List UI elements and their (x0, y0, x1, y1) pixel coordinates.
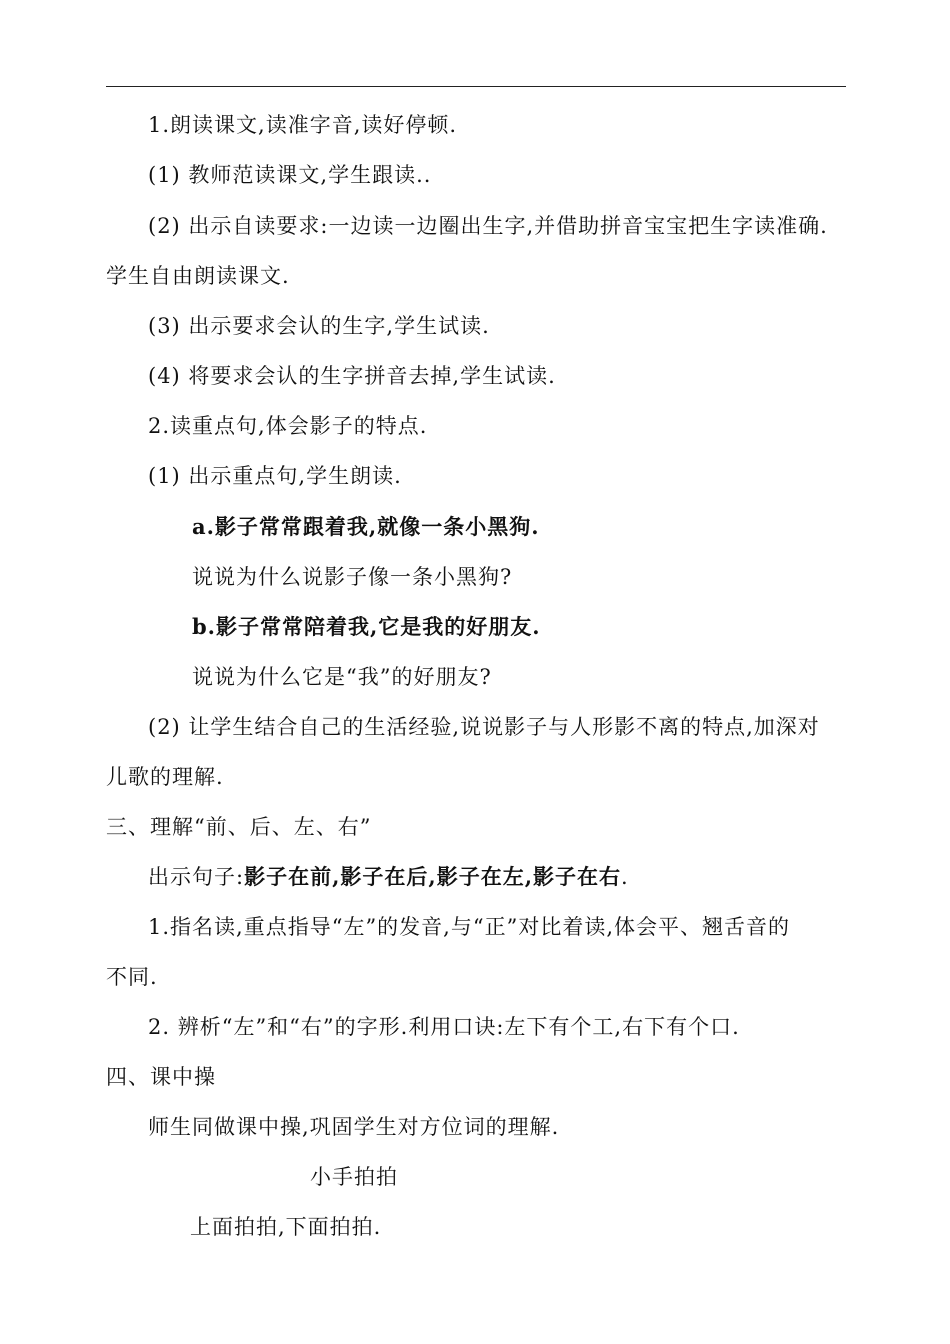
paragraph-exercise: 师生同做课中操,巩固学生对方位词的理解. (148, 1115, 560, 1139)
question-a: 说说为什么说影子像一条小黑狗? (192, 565, 513, 589)
paragraph-glyph-shape: 2. 辨析“左”和“右”的字形.利用口诀:左下有个工,右下有个口. (148, 1015, 740, 1039)
song-title: 小手拍拍 (310, 1165, 398, 1189)
paragraph-show-sentence (148, 862, 629, 892)
paragraph-key-sentences: 2.读重点句,体会影子的特点. (148, 414, 428, 438)
key-sentence-a: a.影子常常跟着我,就像一条小黑狗. (192, 514, 540, 539)
paragraph-understand-song: 儿歌的理解. (106, 765, 224, 789)
paragraph-teacher-reads: (1) 教师范读课文,学生跟读.. (148, 163, 432, 187)
question-b: 说说为什么它是“我”的好朋友? (192, 665, 492, 689)
show-sentence-prefix: 出示句子: (148, 865, 245, 889)
paragraph-show-key-sentences: (1) 出示重点句,学生朗读. (148, 464, 402, 488)
show-sentence-suffix: . (621, 865, 629, 889)
paragraph-remove-pinyin: (4) 将要求会认的生字拼音去掉,学生试读. (148, 364, 556, 388)
paragraph-self-read-requirement: (2) 出示自读要求:一边读一边圈出生字,并借助拼音宝宝把生字读准确. (148, 214, 828, 238)
section-heading-4: 四、课中操 (106, 1065, 216, 1089)
paragraph-read-text: 1.朗读课文,读准字音,读好停顿. (148, 113, 458, 137)
key-sentence-b: b.影子常常陪着我,它是我的好朋友. (192, 614, 541, 639)
paragraph-difference: 不同. (106, 965, 158, 989)
song-line-1: 上面拍拍,下面拍拍. (190, 1215, 382, 1239)
paragraph-life-experience: (2) 让学生结合自己的生活经验,说说影子与人形影不离的特点,加深对 (148, 715, 820, 739)
paragraph-pronunciation: 1.指名读,重点指导“左”的发音,与“正”对比着读,体会平、翘舌音的 (148, 915, 791, 939)
show-sentence-bold: 影子在前,影子在后,影子在左,影子在右 (244, 864, 622, 889)
section-heading-3: 三、理解“前、后、左、右” (106, 815, 372, 839)
paragraph-free-reading: 学生自由朗读课文. (106, 264, 290, 288)
header-rule (106, 86, 846, 87)
paragraph-show-characters: (3) 出示要求会认的生字,学生试读. (148, 314, 490, 338)
